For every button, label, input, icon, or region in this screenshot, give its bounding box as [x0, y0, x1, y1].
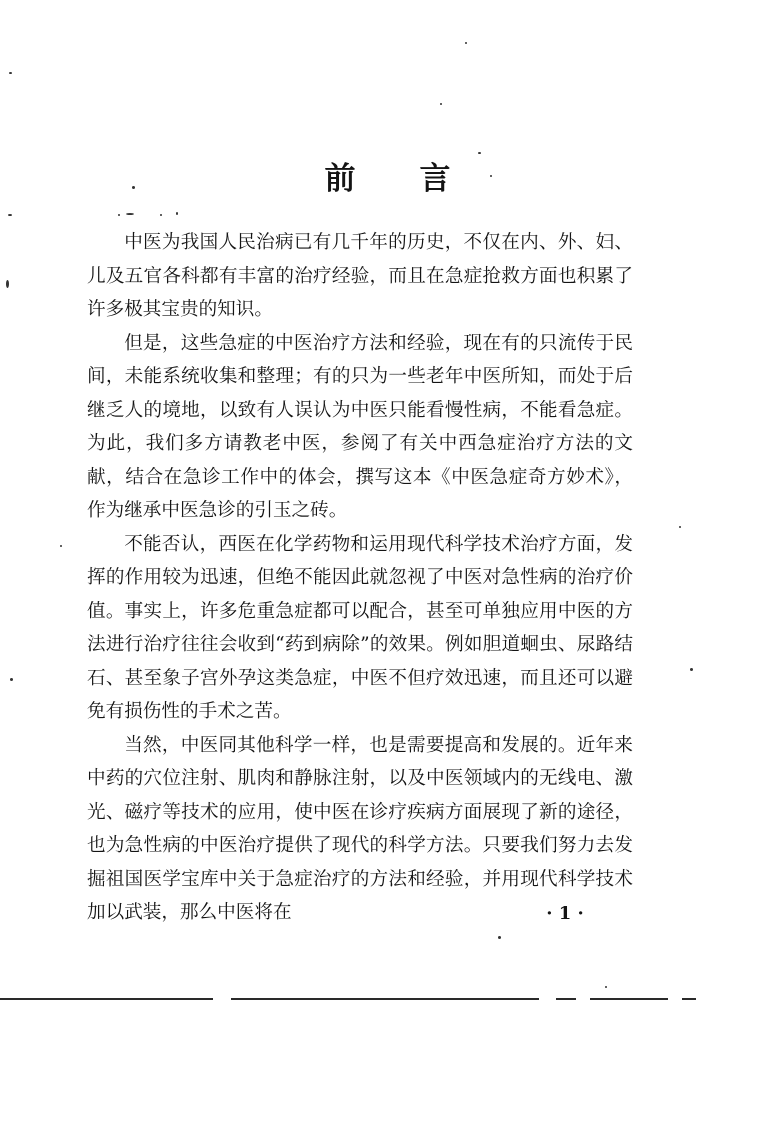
scan-speck	[9, 72, 12, 74]
scan-speck	[679, 526, 681, 528]
scan-speck	[176, 212, 178, 215]
scan-speck	[126, 213, 134, 215]
scan-bottom-rule	[682, 998, 696, 1000]
title-char-2: 言	[419, 161, 453, 197]
scan-speck	[8, 214, 12, 216]
scan-speck	[6, 280, 9, 288]
preface-body	[87, 226, 633, 930]
scan-bottom-rule	[0, 998, 213, 1000]
scan-speck	[440, 103, 442, 105]
title-char-1: 前	[324, 161, 358, 197]
scan-speck	[132, 186, 135, 189]
page-title	[0, 153, 777, 198]
scan-speck	[118, 214, 120, 216]
page-number: · 1 ·	[546, 903, 584, 924]
paragraph-1: 中医为我国人民治病已有几千年的历史，不仅在内、外、妇、儿及五官各科都有丰富的治疗经验，而且在急症抢救方面也积累了许多极其宝贵的知识。	[87, 232, 633, 320]
scan-speck	[10, 678, 13, 681]
paragraph-4: 当然，中医同其他科学一样，也是需要提高和发展的。近年来中药的穴位注射、肌肉和静脉注射，以及中医领域内的无线电、激光、磁疗等技术的应用，使中医在诊疗疾病方面展现了新的途径，也为急性病的中医治疗提供了现代的科学方法。只要我们努力去发掘祖国医学宝库中关于急症治疗的方法和经验，并用现代科学技术加以武装，那么中医将在	[87, 734, 633, 923]
scan-bottom-rule	[556, 998, 576, 1000]
scan-speck	[605, 986, 607, 988]
paragraph-3: 不能否认，西医在化学药物和运用现代科学技术治疗方面，发挥的作用较为迅速，但绝不能因此就忽视了中医对急性病的治疗价值。事实上，许多危重急症都可以配合，甚至可单独应用中医的方法进行治疗往往会收到“药到病除”的效果。例如胆道蛔虫、尿路结石、甚至象子宫外孕这类急症，中医不但疗效迅速，而且还可以避免有损伤性的手术之苦。	[87, 533, 633, 722]
scan-speck	[465, 42, 467, 44]
scan-speck	[490, 175, 492, 177]
scan-speck	[160, 214, 162, 216]
scan-bottom-rule	[590, 998, 668, 1000]
scan-bottom-rule	[231, 998, 539, 1000]
scan-speck	[690, 668, 693, 671]
scan-speck	[60, 545, 62, 547]
scan-speck	[498, 936, 501, 939]
paragraph-2: 但是，这些急症的中医治疗方法和经验，现在有的只流传于民间，未能系统收集和整理；有的只为一些老年中医所知，而处于后继乏人的境地，以致有人误认为中医只能看慢性病，不能看急症。为此，我们多方请教老中医，参阅了有关中西急症治疗方法的文献，结合在急诊工作中的体会，撰写这本《中医急症奇方妙术》，作为继承中医急诊的引玉之砖。	[87, 332, 633, 521]
scan-speck	[478, 152, 481, 154]
